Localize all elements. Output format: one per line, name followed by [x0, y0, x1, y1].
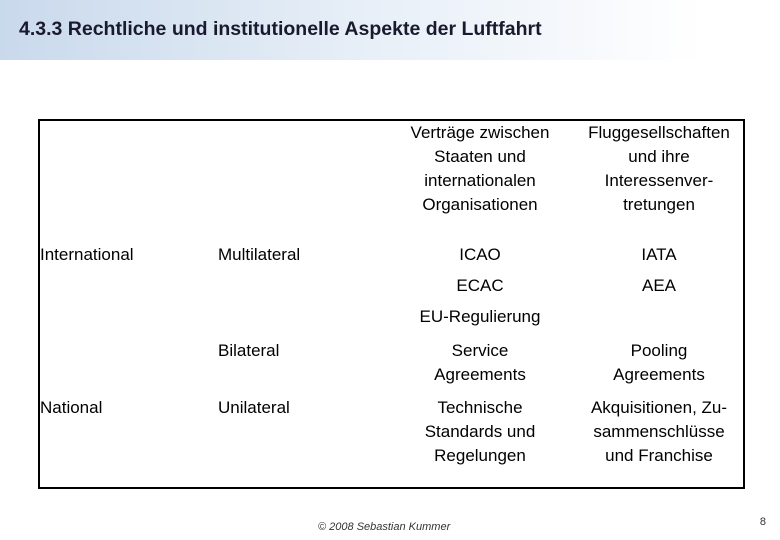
header-line: und ihre: [628, 147, 690, 166]
cell-aea: AEA: [641, 276, 677, 295]
header-line: Interessenver-: [604, 171, 714, 190]
type-multilateral: Multilateral: [218, 245, 301, 264]
page-number: 8: [759, 516, 766, 528]
scope-international: International: [40, 245, 134, 264]
cell-line: Pooling: [630, 341, 688, 360]
header-line: Staaten und: [434, 147, 526, 166]
cell-line: sammenschlüsse: [593, 422, 725, 441]
copyright-footer: © 2008 Sebastian Kummer: [318, 521, 451, 533]
cell-pooling-agreements: [569, 339, 749, 387]
type-unilateral: Unilateral: [218, 398, 290, 417]
cell-line: Standards und: [424, 422, 536, 441]
cell-technical-standards: [390, 396, 570, 468]
cell-line: Service: [451, 341, 509, 360]
header-treaties-between-states: [390, 121, 570, 217]
cell-line: Agreements: [434, 365, 526, 384]
cell-acquisitions-mergers: [569, 396, 749, 468]
header-airlines-associations: [569, 121, 749, 217]
cell-line: Agreements: [613, 365, 705, 384]
header-line: internationalen: [424, 171, 536, 190]
header-line: Organisationen: [422, 195, 538, 214]
type-bilateral: Bilateral: [218, 341, 280, 360]
cell-line: Technische: [437, 398, 523, 417]
header-line: Fluggesellschaften: [588, 123, 730, 142]
cell-line: Regelungen: [434, 446, 526, 465]
cell-line: und Franchise: [605, 446, 713, 465]
slide-title: 4.3.3 Rechtliche und institutionelle Aspekte der Luftfahrt: [19, 18, 542, 40]
header-line: tretungen: [623, 195, 695, 214]
cell-service-agreements: [390, 339, 570, 387]
header-line: Verträge zwischen: [410, 123, 550, 142]
scope-national: National: [40, 398, 103, 417]
cell-icao: ICAO: [459, 245, 501, 264]
cell-iata: IATA: [641, 245, 677, 264]
cell-eu-regulierung: EU-Regulierung: [419, 307, 541, 326]
cell-ecac: ECAC: [456, 276, 504, 295]
cell-line: Akquisitionen, Zu-: [590, 398, 728, 417]
